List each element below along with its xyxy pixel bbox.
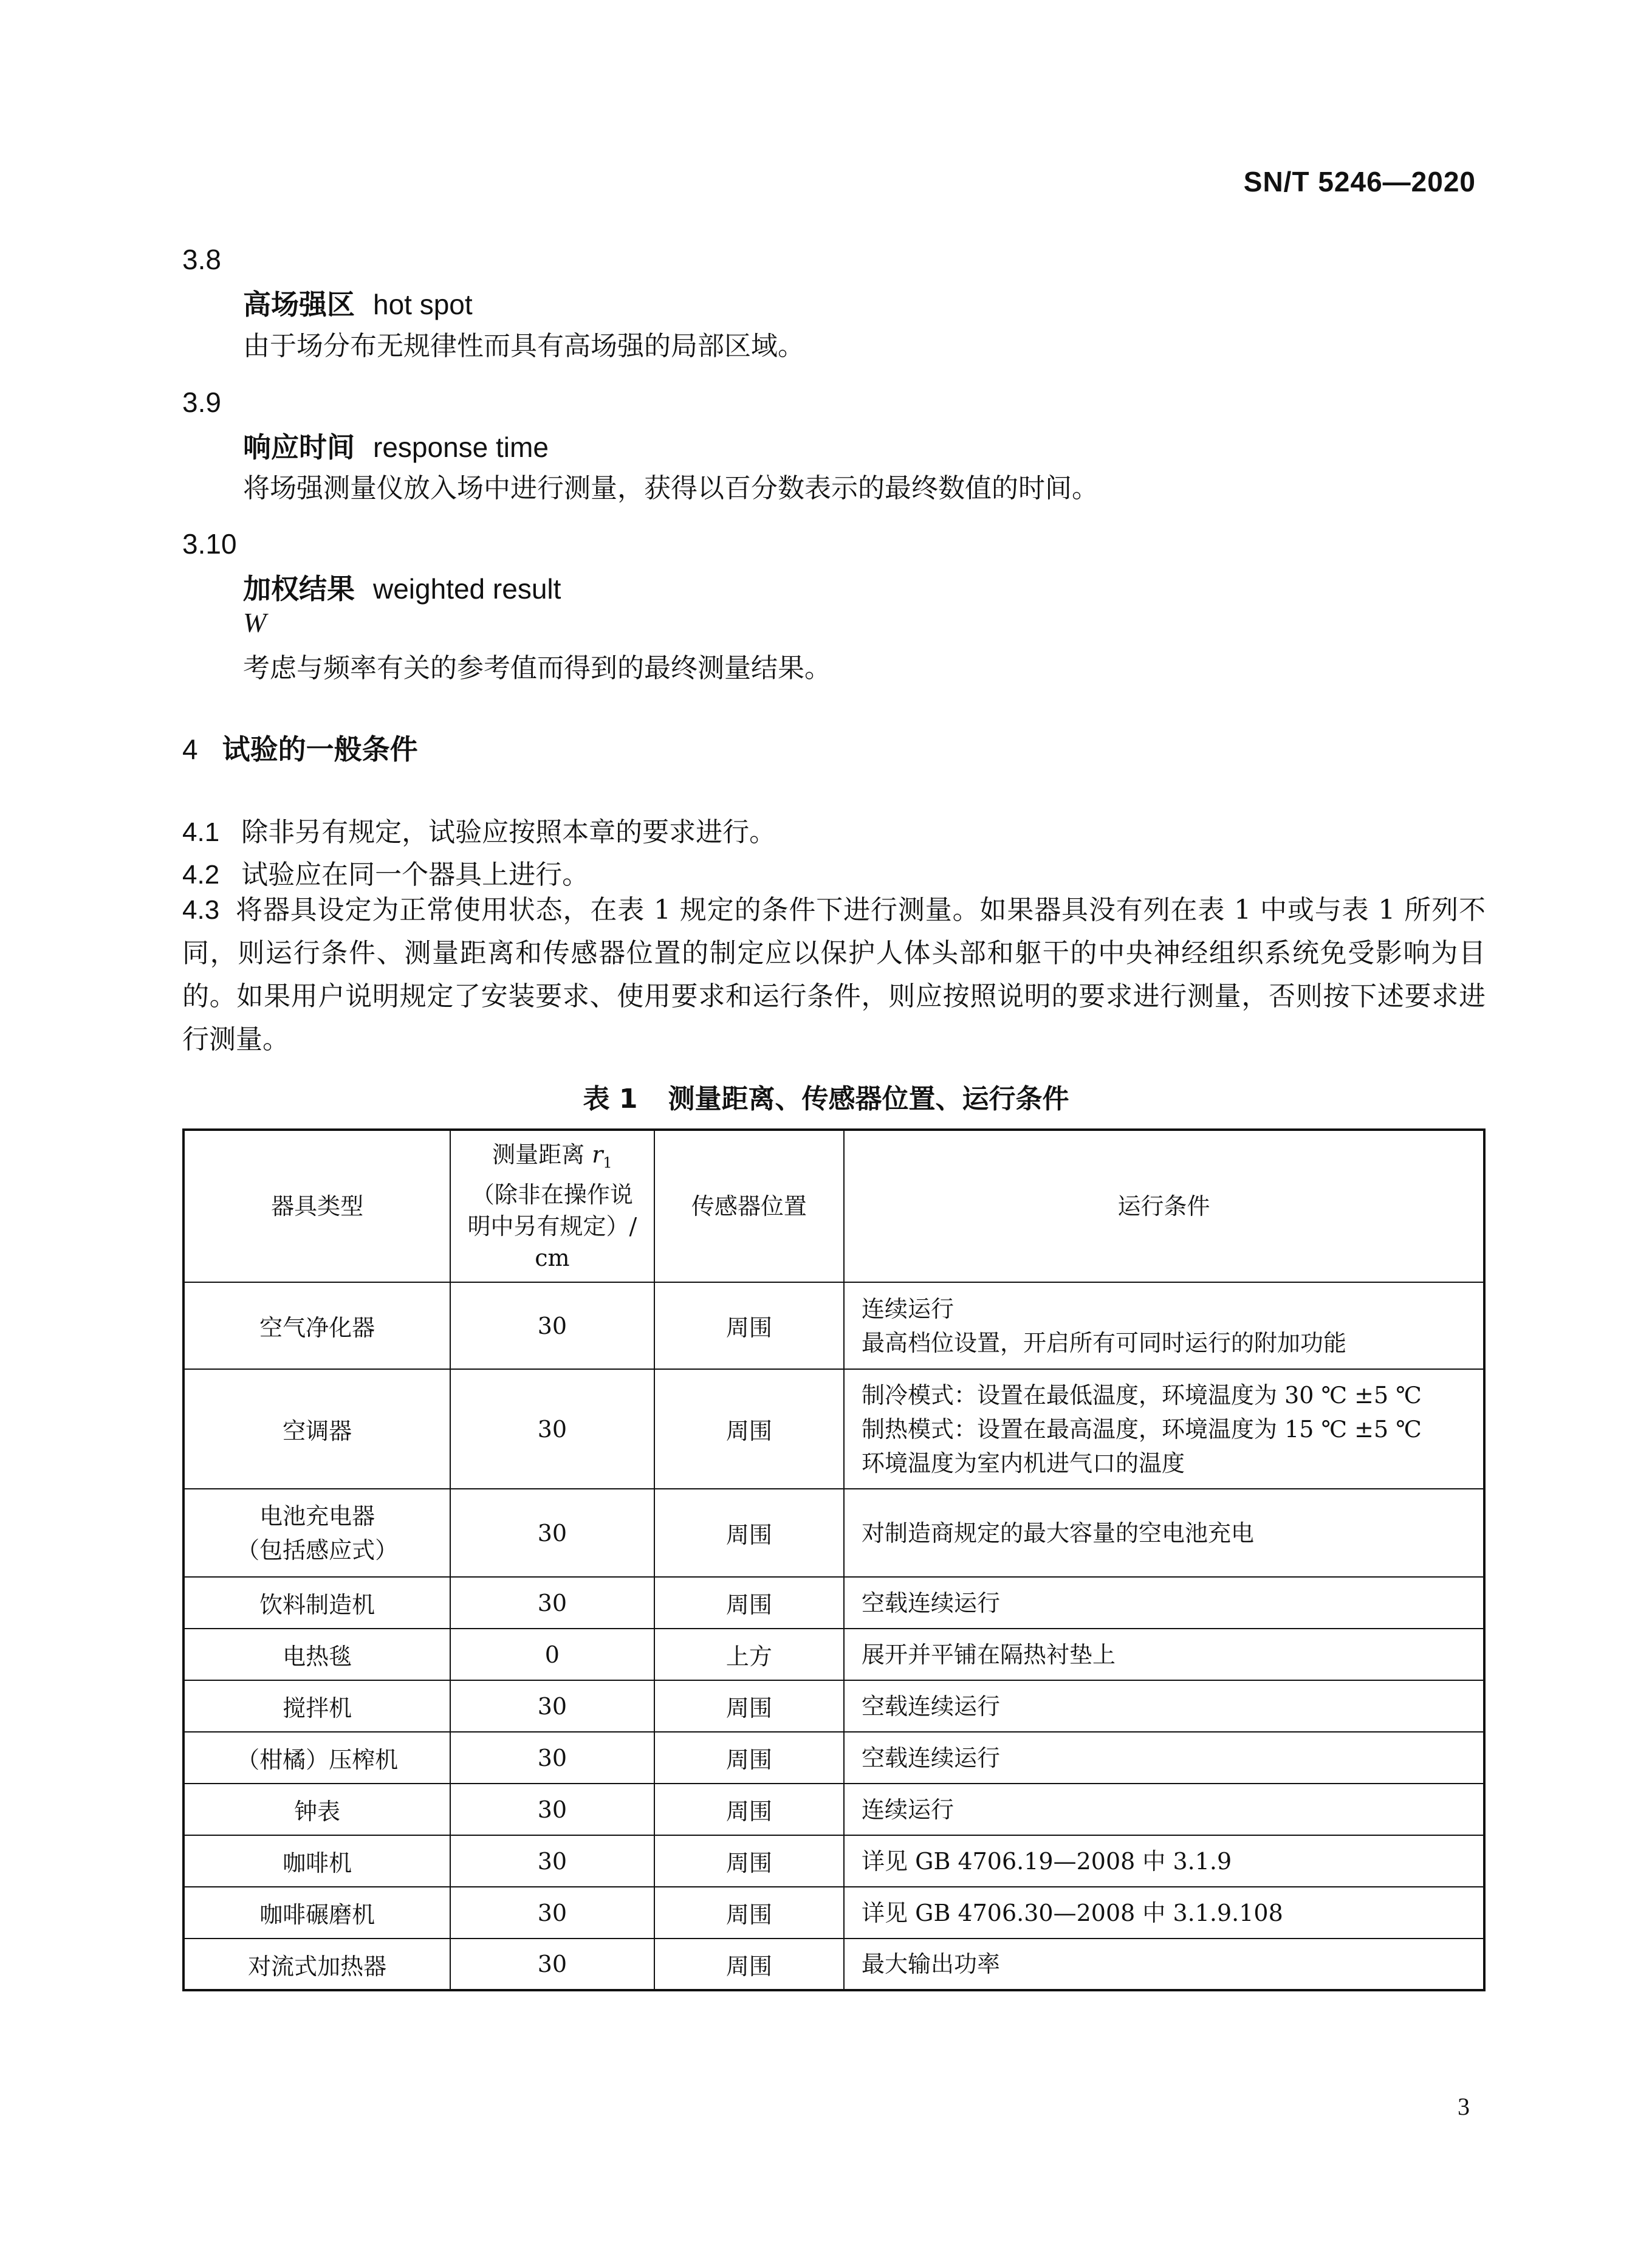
table-row bbox=[183, 1680, 1484, 1732]
clause bbox=[182, 810, 776, 849]
distance-symbol-r: r bbox=[592, 1141, 603, 1169]
header-distance-label: 测量距离 bbox=[492, 1141, 585, 1169]
clause-paragraph bbox=[182, 888, 1486, 1061]
term-number: 3.10 bbox=[182, 528, 237, 560]
cell-sensor: 周围 bbox=[654, 1577, 844, 1629]
term-definition: 由于场分布无规律性而具有高场强的局部区域。 bbox=[243, 331, 804, 362]
table-header-row bbox=[183, 1130, 1484, 1282]
cell-distance: 30 bbox=[450, 1732, 654, 1784]
term-definition: 将场强测量仪放入场中进行测量，获得以百分数表示的最终数值的时间。 bbox=[243, 473, 1098, 504]
term-zh: 高场强区 bbox=[243, 288, 355, 321]
clause-number: 4.3 bbox=[182, 895, 220, 925]
condition-line: 制冷模式：设置在最低温度，环境温度为 30 ℃ ±5 ℃ bbox=[862, 1381, 1422, 1409]
header-distance-note2: 明中另有规定）/ bbox=[467, 1212, 637, 1240]
cell-distance: 30 bbox=[450, 1835, 654, 1887]
clause-text: 将器具设定为正常使用状态，在表 1 规定的条件下进行测量。如果器具没有列在表 1 中或与表 1 所列不同，则运行条件、测量距离和传感器位置的制定应以保护人体头部和躯干的中央神经组织系统免受影响为目的。如果用户说明规定了安装要求、使用要求和运行条件，则应按照说明的要求进行测量，否则按下述要求进行测量。 bbox=[182, 895, 1486, 1055]
standard-code: SN/T 5246—2020 bbox=[1243, 166, 1476, 197]
table-row bbox=[183, 1369, 1484, 1489]
cell-type: 咖啡机 bbox=[183, 1835, 450, 1887]
clause-number: 4.1 bbox=[182, 817, 220, 847]
cell-condition: 详见 GB 4706.30—2008 中 3.1.9.108 bbox=[844, 1887, 1484, 1939]
table-row bbox=[183, 1629, 1484, 1680]
clause-number: 4.2 bbox=[182, 860, 220, 890]
cell-sensor: 周围 bbox=[654, 1282, 844, 1369]
table-row bbox=[183, 1939, 1484, 1990]
cell-type: 空调器 bbox=[183, 1369, 450, 1489]
cell-condition bbox=[844, 1369, 1484, 1489]
condition-line: 制热模式：设置在最高温度，环境温度为 15 ℃ ±5 ℃ bbox=[862, 1415, 1422, 1443]
clause-text: 除非另有规定，试验应按照本章的要求进行。 bbox=[241, 817, 776, 848]
cell-sensor: 周围 bbox=[654, 1369, 844, 1489]
cell-condition: 展开并平铺在隔热衬垫上 bbox=[844, 1629, 1484, 1680]
cell-distance: 30 bbox=[450, 1577, 654, 1629]
term-definition: 考虑与频率有关的参考值而得到的最终测量结果。 bbox=[243, 653, 831, 684]
cell-distance: 30 bbox=[450, 1369, 654, 1489]
distance-symbol bbox=[592, 1141, 612, 1172]
cell-distance: 30 bbox=[450, 1887, 654, 1939]
section-title: 试验的一般条件 bbox=[222, 733, 418, 766]
cell-condition: 空载连续运行 bbox=[844, 1732, 1484, 1784]
cell-type: 搅拌机 bbox=[183, 1680, 450, 1732]
term-zh: 响应时间 bbox=[243, 431, 355, 464]
table-row bbox=[183, 1282, 1484, 1369]
condition-line: 连续运行 bbox=[862, 1295, 955, 1322]
condition-line: 最高档位设置，开启所有可同时运行的附加功能 bbox=[862, 1329, 1347, 1356]
section-number: 4 bbox=[182, 733, 198, 765]
table-row bbox=[183, 1489, 1484, 1577]
table-number: 表 1 bbox=[583, 1084, 638, 1114]
condition-line: 环境温度为室内机进气口的温度 bbox=[862, 1449, 1185, 1477]
cell-type: 咖啡碾磨机 bbox=[183, 1887, 450, 1939]
page-number: 3 bbox=[1458, 2093, 1470, 2120]
table-row bbox=[183, 1732, 1484, 1784]
section-heading bbox=[182, 727, 418, 768]
cell-distance: 0 bbox=[450, 1629, 654, 1680]
cell-condition: 最大输出功率 bbox=[844, 1939, 1484, 1990]
term-title bbox=[243, 425, 549, 465]
cell-sensor: 周围 bbox=[654, 1939, 844, 1990]
cell-distance: 30 bbox=[450, 1680, 654, 1732]
type-line: （包括感应式） bbox=[236, 1536, 399, 1564]
table-row bbox=[183, 1784, 1484, 1835]
term-en: response time bbox=[373, 431, 549, 463]
cell-type: （柑橘）压榨机 bbox=[183, 1732, 450, 1784]
table-row bbox=[183, 1835, 1484, 1887]
term-number: 3.8 bbox=[182, 244, 221, 275]
cell-sensor: 周围 bbox=[654, 1680, 844, 1732]
cell-condition: 对制造商规定的最大容量的空电池充电 bbox=[844, 1489, 1484, 1577]
cell-distance: 30 bbox=[450, 1939, 654, 1990]
term-en: hot spot bbox=[373, 289, 473, 320]
cell-condition bbox=[844, 1282, 1484, 1369]
cell-type bbox=[183, 1489, 450, 1577]
cell-type: 电热毯 bbox=[183, 1629, 450, 1680]
cell-condition: 详见 GB 4706.19—2008 中 3.1.9 bbox=[844, 1835, 1484, 1887]
header-distance-note1: （除非在操作说 bbox=[471, 1181, 633, 1208]
header-distance-unit: cm bbox=[535, 1244, 570, 1271]
term-title bbox=[243, 567, 561, 607]
header-condition: 运行条件 bbox=[844, 1130, 1484, 1282]
header-type: 器具类型 bbox=[183, 1130, 450, 1282]
table-row bbox=[183, 1577, 1484, 1629]
term-number: 3.9 bbox=[182, 386, 221, 418]
measurement-table bbox=[182, 1128, 1486, 1991]
cell-sensor: 周围 bbox=[654, 1887, 844, 1939]
cell-condition: 空载连续运行 bbox=[844, 1680, 1484, 1732]
cell-sensor: 周围 bbox=[654, 1489, 844, 1577]
cell-sensor: 周围 bbox=[654, 1732, 844, 1784]
term-title bbox=[243, 283, 473, 323]
table-caption bbox=[0, 1077, 1652, 1116]
clause-text: 试验应在同一个器具上进行。 bbox=[241, 859, 589, 890]
cell-distance: 30 bbox=[450, 1282, 654, 1369]
cell-condition: 连续运行 bbox=[844, 1784, 1484, 1835]
cell-type: 饮料制造机 bbox=[183, 1577, 450, 1629]
cell-type: 钟表 bbox=[183, 1784, 450, 1835]
distance-symbol-sub: 1 bbox=[603, 1154, 612, 1172]
cell-distance: 30 bbox=[450, 1784, 654, 1835]
table-title: 测量距离、传感器位置、运行条件 bbox=[668, 1084, 1069, 1114]
type-line: 电池充电器 bbox=[259, 1502, 375, 1530]
cell-condition: 空载连续运行 bbox=[844, 1577, 1484, 1629]
cell-type: 对流式加热器 bbox=[183, 1939, 450, 1990]
cell-type: 空气净化器 bbox=[183, 1282, 450, 1369]
cell-sensor: 周围 bbox=[654, 1835, 844, 1887]
term-en: weighted result bbox=[373, 573, 561, 605]
cell-sensor: 周围 bbox=[654, 1784, 844, 1835]
cell-sensor: 上方 bbox=[654, 1629, 844, 1680]
table-row bbox=[183, 1887, 1484, 1939]
cell-distance: 30 bbox=[450, 1489, 654, 1577]
term-zh: 加权结果 bbox=[243, 572, 355, 605]
term-symbol: W bbox=[243, 607, 267, 638]
header-sensor: 传感器位置 bbox=[654, 1130, 844, 1282]
header-distance bbox=[450, 1130, 654, 1282]
clause bbox=[182, 853, 589, 891]
